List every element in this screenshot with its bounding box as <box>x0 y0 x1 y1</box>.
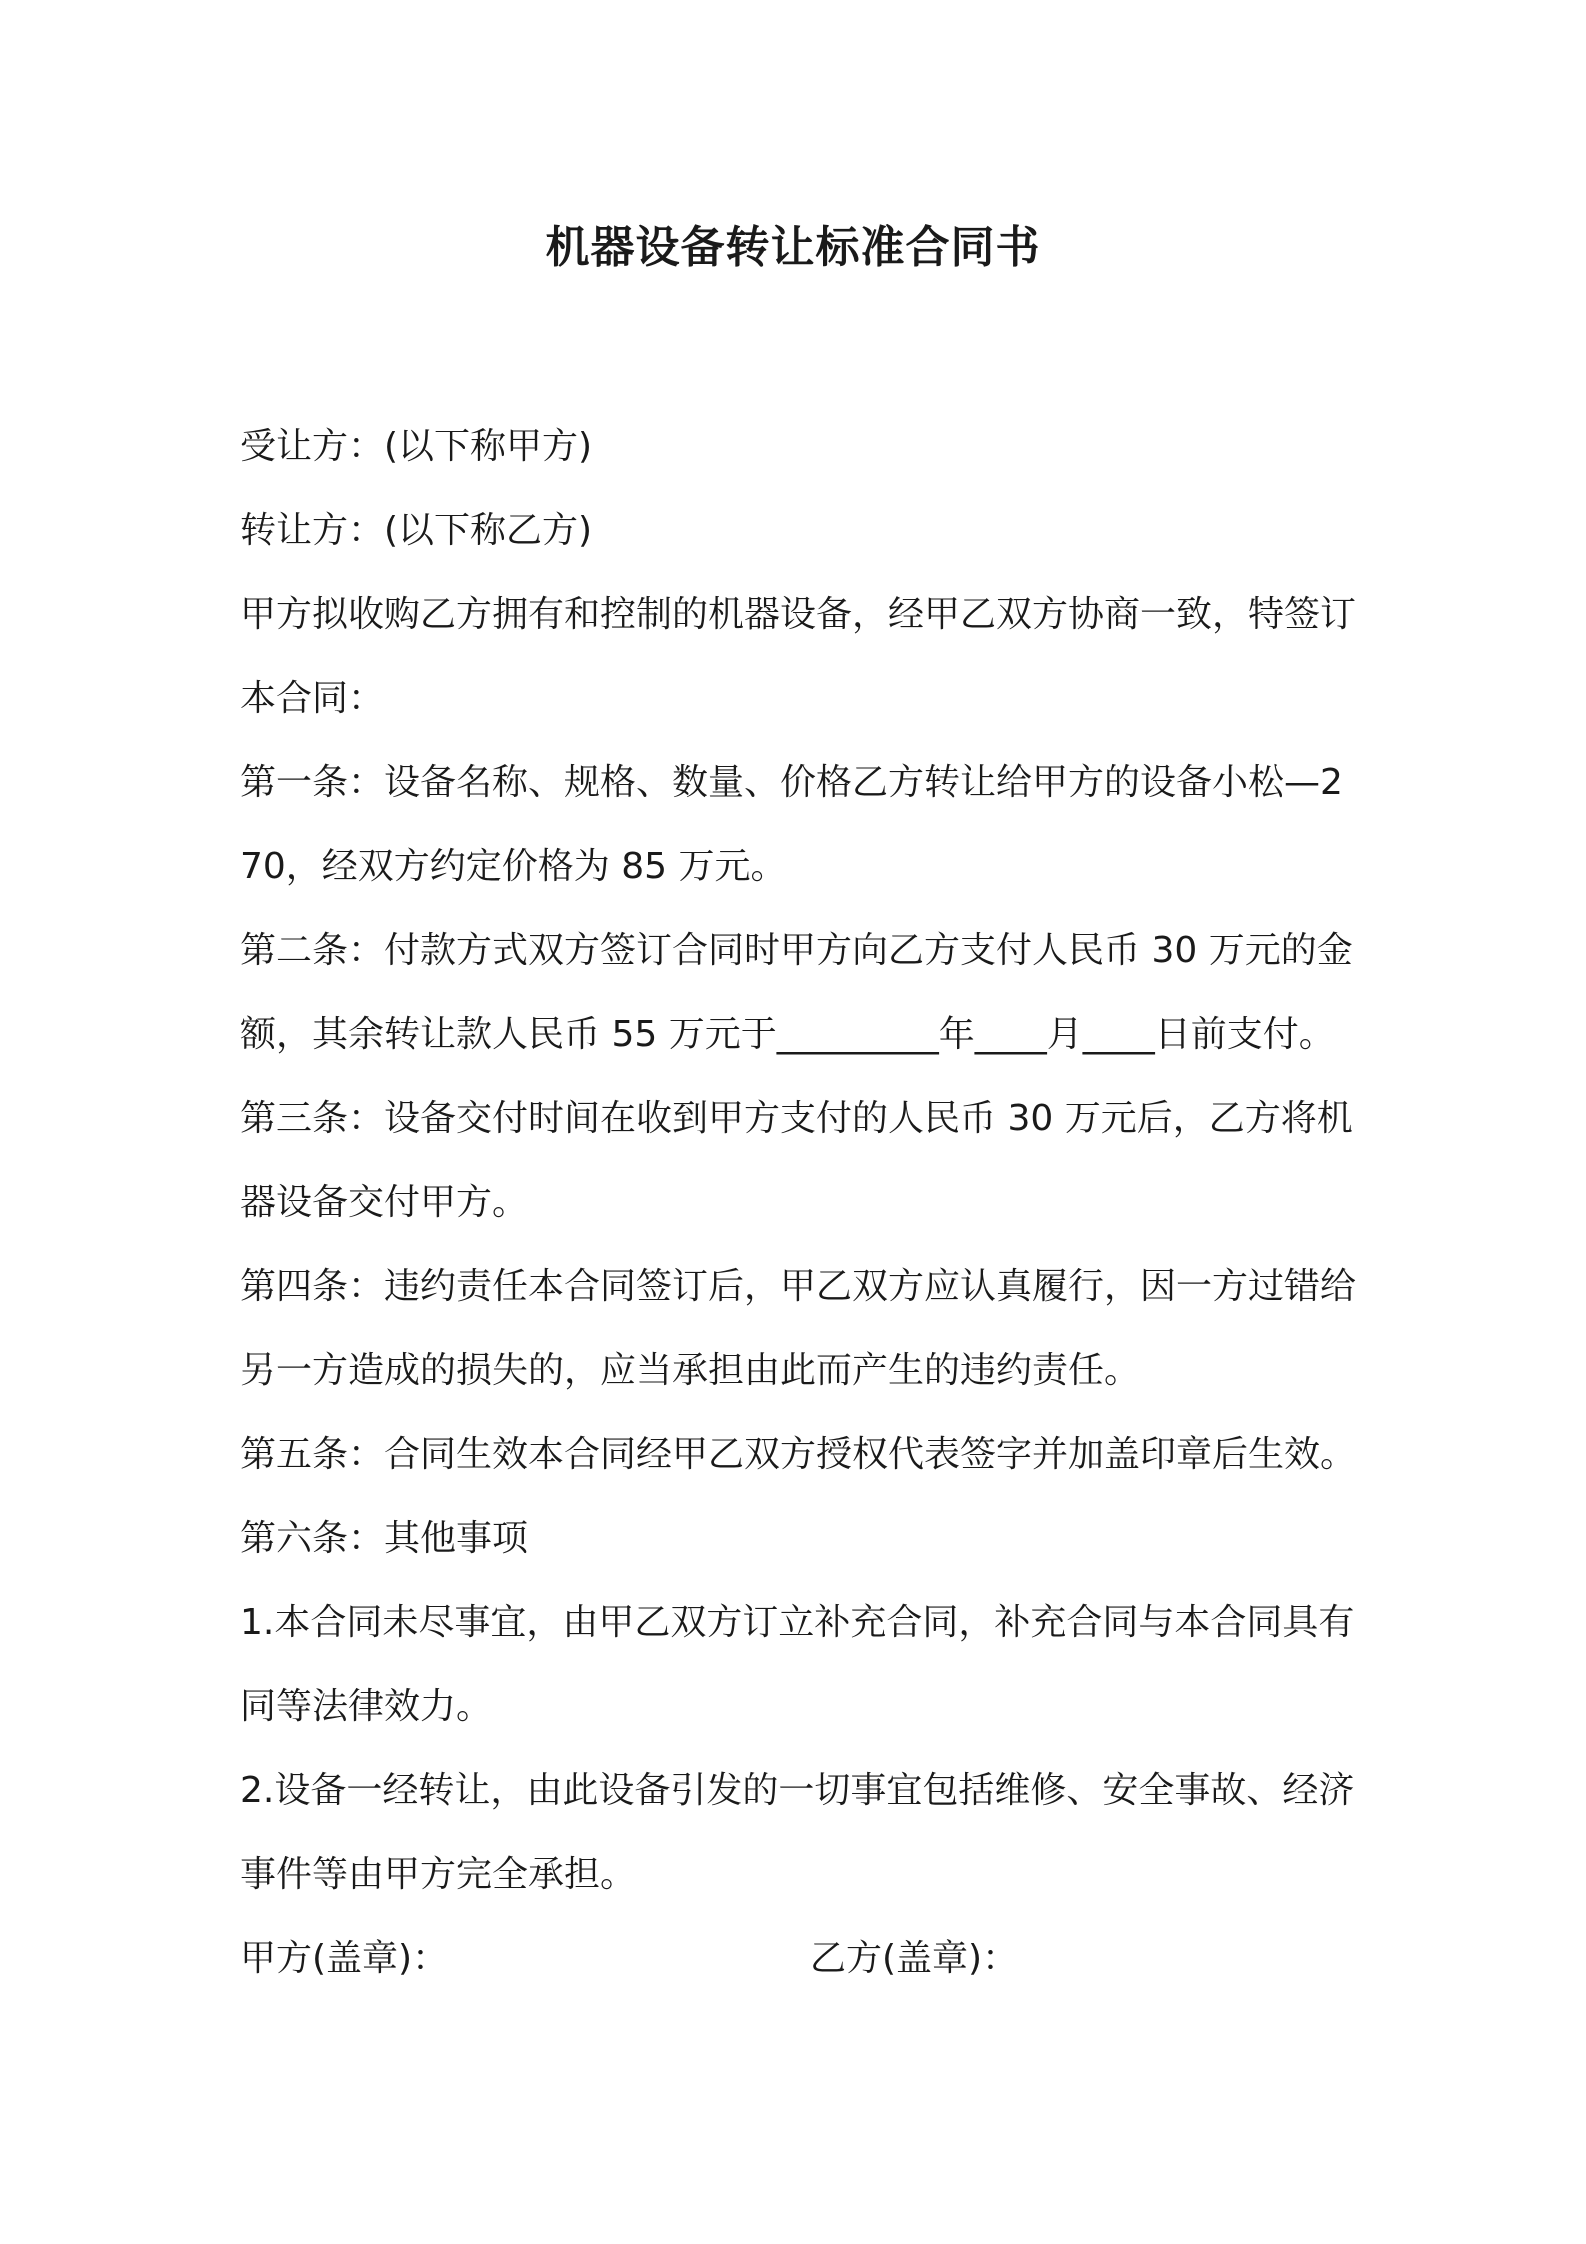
article-4-paragraph: 第四条：违约责任本合同签订后，甲乙双方应认真履行，因一方过错给另一方造成的损失的，应当承担由此而产生的违约责任。 <box>240 1266 1357 1391</box>
article-6-heading: 第六条：其他事项 <box>240 1518 529 1559</box>
signature-row <box>240 1917 1360 2001</box>
party-a-signature-label: 甲方(盖章)： <box>240 1938 449 1979</box>
article-6-item-2: 2.设备一经转让，由此设备引发的一切事宜包括维修、安全事故、经济事件等由甲方完全承担。 <box>240 1770 1355 1895</box>
transferee-line: 受让方：(以下称甲方) <box>240 426 593 467</box>
article-5-paragraph: 第五条：合同生效本合同经甲乙双方授权代表签字并加盖印章后生效。 <box>240 1434 1357 1475</box>
party-b-signature-label: 乙方(盖章)： <box>810 1938 1019 1979</box>
article-2-3-paragraph: 第二条：付款方式双方签订合同时甲方向乙方支付人民币 30 万元的金额，其余转让款人民币 55 万元于_________年____月____日前支付。第三条：设备交付时间在收到甲方支付的人民币 30 万元后，乙方将机器设备交付甲方。 <box>240 930 1353 1223</box>
transferor-line: 转让方：(以下称乙方) <box>240 510 593 551</box>
document-title: 机器设备转让标准合同书 <box>545 222 1041 273</box>
article-1-paragraph: 第一条：设备名称、规格、数量、价格乙方转让给甲方的设备小松—270，经双方约定价格为 85 万元。 <box>240 762 1343 887</box>
preamble-paragraph: 甲方拟收购乙方拥有和控制的机器设备，经甲乙双方协商一致，特签订本合同： <box>240 594 1357 719</box>
document-body <box>240 405 1360 2001</box>
article-6-item-1: 1.本合同未尽事宜，由甲乙双方订立补充合同，补充合同与本合同具有同等法律效力。 <box>240 1602 1355 1727</box>
